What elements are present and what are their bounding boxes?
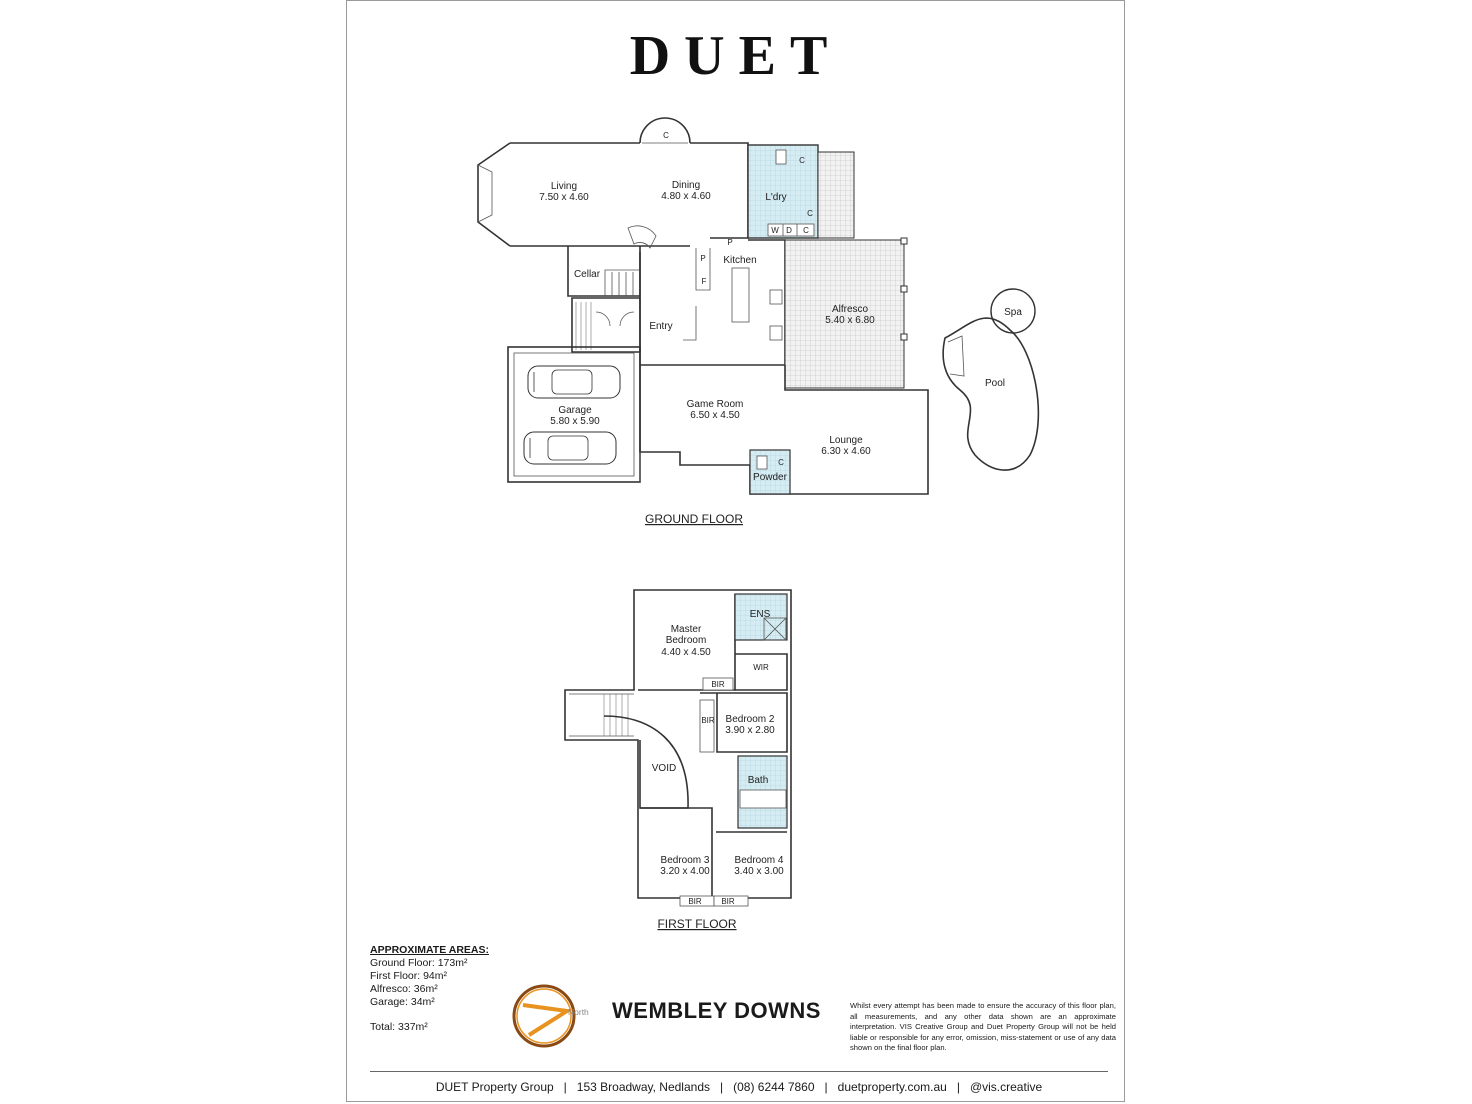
room-label-bir: BIR [721,897,735,906]
areas-heading: APPROXIMATE AREAS: [370,944,490,956]
room-dims-living: 7.50 x 4.60 [539,192,589,203]
room-label-master-bedroom: Bedroom [665,635,707,646]
room-label-game-room: Game Room [686,399,744,410]
fixture-mark-f: F [701,277,707,286]
area-garage: Garage: 34m² [370,996,435,1008]
room-label-bir: BIR [711,680,725,689]
footer-social[interactable]: @vis.creative [969,1080,1043,1094]
footer-website[interactable]: duetproperty.com.au [837,1080,947,1094]
room-label-ens: ENS [749,609,771,620]
room-dims-lounge: 6.30 x 4.60 [821,446,871,457]
fixture-mark-c: C [778,458,784,467]
room-label-alfresco: Alfresco [831,304,869,315]
ground-floor-plan [478,118,1038,494]
suburb-title: WEMBLEY DOWNS [612,998,821,1023]
area-first-floor: First Floor: 94m² [370,970,448,982]
footer-phone: (08) 6244 7860 [733,1080,815,1094]
fixture-mark-c: C [663,131,669,140]
fixture-mark-d: D [786,226,792,235]
car-icon [528,366,620,398]
room-label-dining: Dining [671,180,701,191]
room-dims-bedroom-2: 3.90 x 2.80 [725,725,775,736]
room-label-lounge: Lounge [829,435,863,446]
room-label-master: Master [670,624,702,635]
room-dims-master: 4.40 x 4.50 [661,647,711,658]
room-label-wir: WIR [753,663,769,672]
room-label-bedroom-2: Bedroom 2 [725,714,775,725]
disclaimer-text: Whilst every attempt has been made to ensure the accuracy of this floor plan, all measurements, and any other data shown are an approximate interpretation. VIS Creative Group and Duet Property Group will not be held liable or responsible for any error, omission, miss-statement or use of any data shown on the final floor plan. [850,1001,1116,1053]
area-total: Total: 337m² [370,1021,428,1033]
room-label-kitchen: Kitchen [723,255,757,266]
label-spa: Spa [1004,307,1022,318]
fixture-mark-p: P [700,254,706,263]
room-label-laundry: L'dry [765,192,787,203]
fixture-mark-w: W [771,226,779,235]
room-label-bir: BIR [688,897,702,906]
room-dims-garage: 5.80 x 5.90 [550,416,600,427]
fixture-mark-c: C [799,156,805,165]
approximate-areas [370,944,489,1034]
footer: DUET Property Group | 153 Broadway, Nedlands | (08) 6244 7860 | duetproperty.com.au | @vis.creative [435,1080,1043,1094]
room-dims-bedroom-4: 3.40 x 3.00 [734,866,784,877]
area-alfresco: Alfresco: 36m² [370,983,438,995]
footer-address: 153 Broadway, Nedlands [576,1080,710,1094]
room-dims-alfresco: 5.40 x 6.80 [825,315,875,326]
fixture-mark-c: C [803,226,809,235]
room-label-living: Living [550,181,578,192]
car-icon [524,432,616,464]
brand-logo: DUET [629,25,842,87]
label-pool: Pool [984,378,1006,389]
footer-divider [370,1071,1108,1072]
footer-company: DUET Property Group [435,1080,554,1094]
first-floor-title: FIRST FLOOR [657,917,737,931]
room-label-bedroom-3: Bedroom 3 [660,855,710,866]
room-dims-dining: 4.80 x 4.60 [661,191,711,202]
room-label-garage: Garage [558,405,592,416]
area-ground-floor: Ground Floor: 173m² [370,957,468,969]
room-label-bir: BIR [701,716,715,725]
ground-floor-title: GROUND FLOOR [644,512,744,526]
room-label-cellar: Cellar [573,269,601,280]
fixture-mark-c: C [807,209,813,218]
room-label-bedroom-4: Bedroom 4 [734,855,784,866]
label-void: VOID [651,763,677,774]
fixture-mark-p: P [727,238,733,247]
room-dims-bedroom-3: 3.20 x 4.00 [660,866,710,877]
north-label: North [568,1007,589,1017]
room-dims-game-room: 6.50 x 4.50 [690,410,740,421]
room-label-powder: Powder [753,472,787,483]
room-label-bath: Bath [747,775,769,786]
room-label-entry: Entry [649,321,673,332]
